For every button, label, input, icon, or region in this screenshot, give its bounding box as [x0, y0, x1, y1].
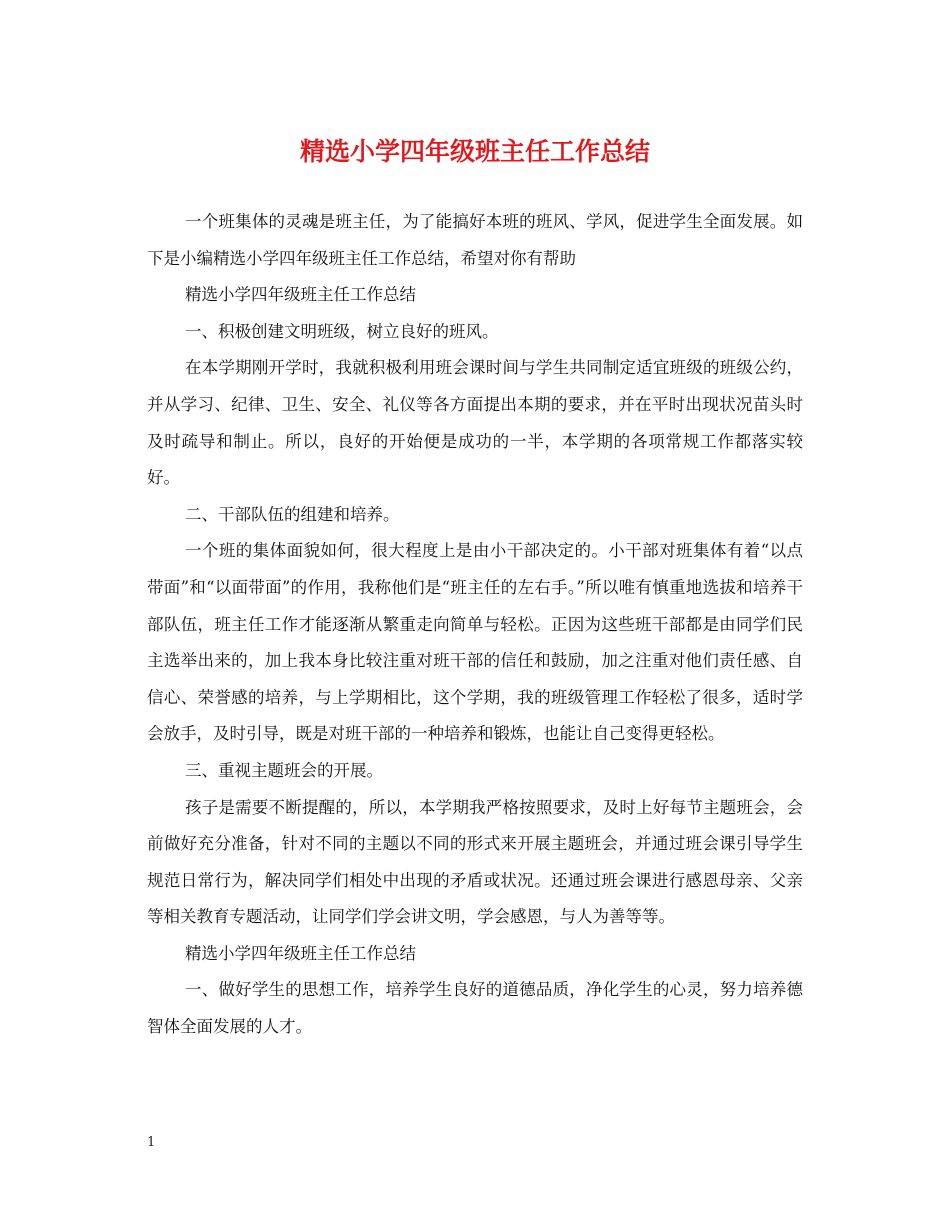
paragraph-section-2-body: 一个班的集体面貌如何，很大程度上是由小干部决定的。小干部对班集体有着“以点带面”和“以面带面”的作用，我称他们是“班主任的左右手。”所以唯有慎重地选拔和培养干部队伍，班主任工作才能逐渐从繁重走向简单与轻松。正因为这些班干部都是由同学们民主选举出来的，加上我本身比较注重对班干部的信任和鼓励，加之注重对他们责任感、自信心、荣誉感的培养，与上学期相比，这个学期，我的班级管理工作轻松了很多，适时学会放手，及时引导，既是对班干部的一种培养和锻炼，也能让自己变得更轻松。 — [147, 541, 803, 744]
paragraph-section-1-body: 在本学期刚开学时，我就积极利用班会课时间与学生共同制定适宜班级的班级公约，并从学习、纪律、卫生、安全、礼仪等各方面提出本期的要求，并在平时出现状况苗头时及时疏导和制止。所以，良好的开始便是成功的一半，本学期的各项常规工作都落实较好。 — [147, 358, 803, 488]
paragraph-section-1-heading: 一、积极创建文明班级，树立良好的班风。 — [185, 321, 499, 341]
page-number: 1 — [147, 1135, 156, 1150]
paragraph-section-3-heading: 三、重视主题班会的开展。 — [185, 760, 383, 780]
paragraph-subheading-1: 精选小学四年级班主任工作总结 — [185, 285, 416, 305]
paragraph-intro: 一个班集体的灵魂是班主任，为了能搞好本班的班风、学风，促进学生全面发展。如下是小编精选小学四年级班主任工作总结，希望对你有帮助 — [147, 212, 803, 268]
document-body — [147, 204, 803, 1046]
paragraph-section-2-heading: 二、干部队伍的组建和培养。 — [185, 504, 400, 524]
paragraph-subheading-2: 精选小学四年级班主任工作总结 — [185, 943, 416, 963]
paragraph-section-3-body: 孩子是需要不断提醒的，所以，本学期我严格按照要求，及时上好每节主题班会，会前做好充分准备，针对不同的主题以不同的形式来开展主题班会，并通过班会课引导学生规范日常行为，解决同学们相处中出现的矛盾或状况。还通过班会课进行感恩母亲、父亲等相关教育专题活动，让同学们学会讲文明，学会感恩，与人为善等等。 — [147, 797, 803, 927]
paragraph-part-2-section-1: 一、做好学生的思想工作，培养学生良好的道德品质，净化学生的心灵，努力培养德智体全面发展的人才。 — [147, 980, 803, 1037]
document-title: 精选小学四年级班主任工作总结 — [299, 137, 650, 166]
